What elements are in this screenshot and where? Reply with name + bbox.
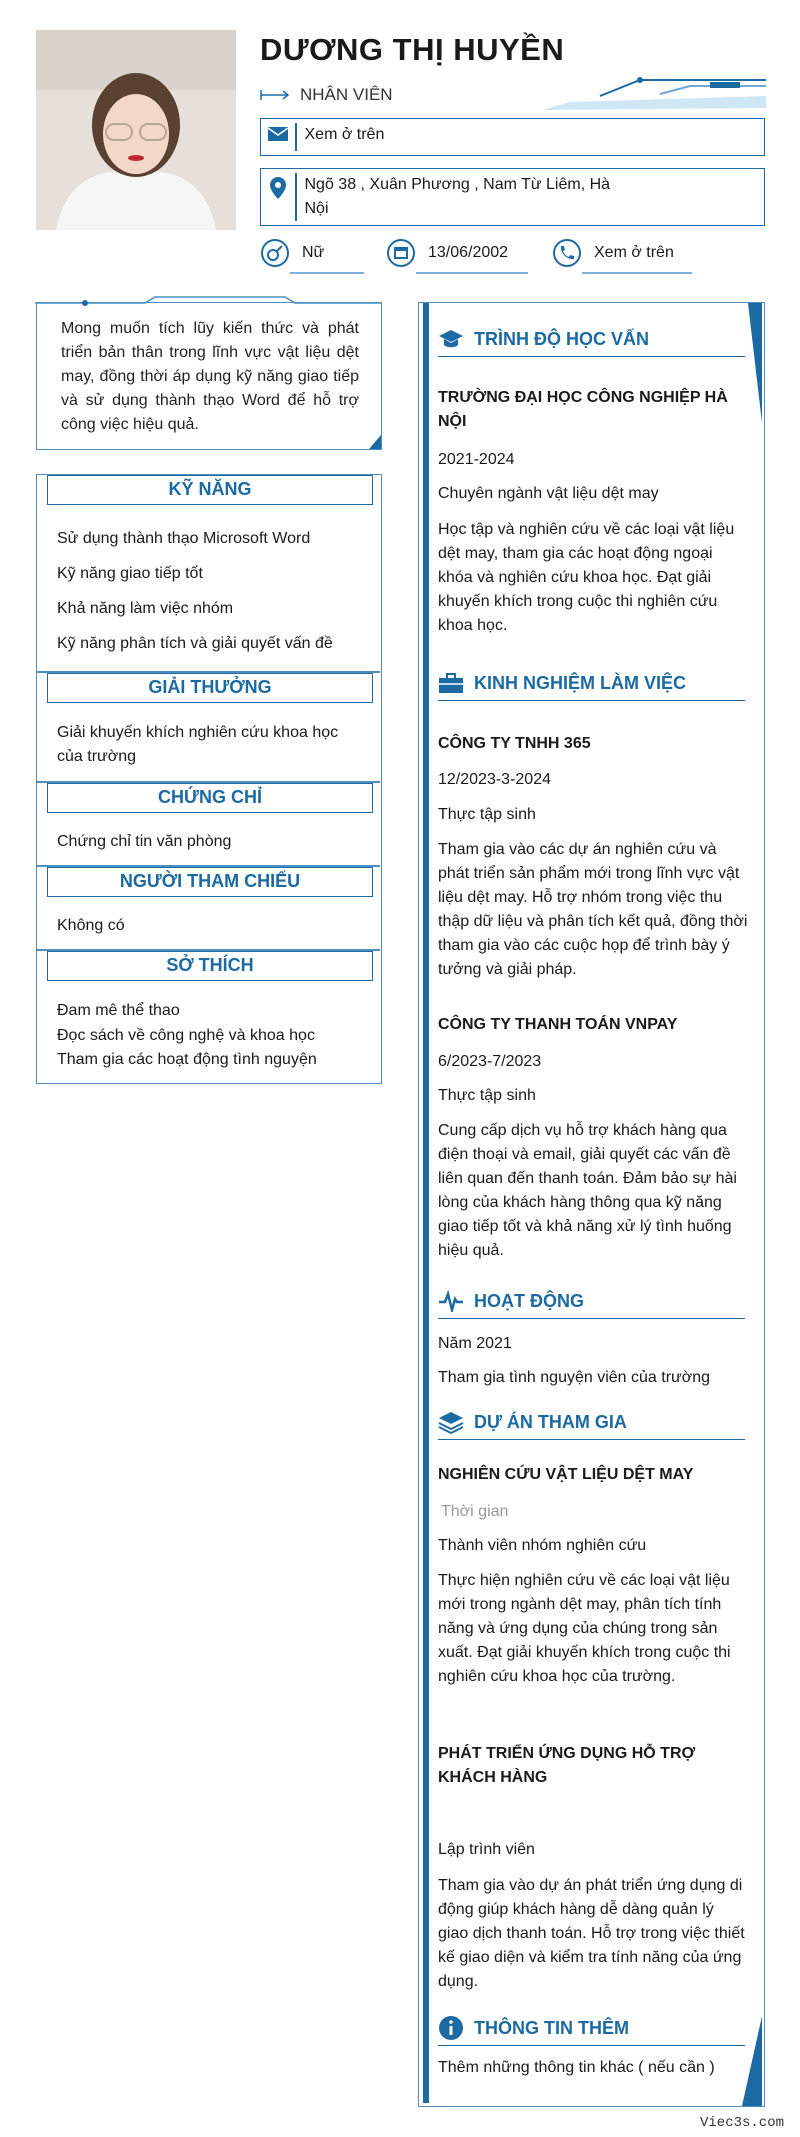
gender-item — [260, 236, 324, 270]
certificate-text: Chứng chỉ tin văn phòng — [57, 833, 232, 850]
job-company: CÔNG TY TNHH 365 — [438, 735, 591, 752]
job-period: 12/2023-3-2024 — [438, 771, 551, 788]
address-box — [260, 168, 765, 226]
certificates-title: CHỨNG CHỈ — [47, 783, 373, 813]
summary-box — [36, 302, 382, 450]
activities-title: HOẠT ĐỘNG — [474, 1290, 584, 1311]
address-value: Ngõ 38 , Xuân Phương , Nam Từ Liêm, Hà Nội — [304, 176, 611, 217]
info-icon — [438, 2015, 464, 2041]
birthday-value: 13/06/2002 — [428, 244, 509, 261]
awards-title: GIẢI THƯỞNG — [47, 673, 373, 703]
references-title: NGƯỜI THAM CHIẾU — [47, 867, 373, 897]
position-row — [260, 84, 393, 106]
activity-text: Tham gia tình nguyện viên của trường — [438, 1369, 711, 1386]
phone-icon — [552, 238, 582, 268]
projects-header — [438, 1405, 745, 1440]
gender-value: Nữ — [302, 244, 325, 261]
frame-decoration — [35, 295, 381, 311]
email-box — [260, 118, 765, 156]
job-period: 6/2023-7/2023 — [438, 1053, 542, 1070]
phone-item — [552, 236, 674, 270]
job-description: Cung cấp dịch vụ hỗ trợ khách hàng qua điện thoại và email, giải quyết các vấn đề liên quan đến thanh toán. Đảm bảo sự hài lòng của khách hàng thông qua kỹ năng giao tiếp tốt và khả năng xử lý tình huống hiệu quả. — [438, 1122, 737, 1259]
profile-photo — [36, 30, 236, 230]
circuit-decoration — [540, 74, 766, 114]
divider — [290, 272, 364, 274]
experience-title: KINH NGHIỆM LÀM VIỆC — [474, 672, 687, 693]
project-description: Thực hiện nghiên cứu về các loại vật liệu mới trong ngành dệt may, phân tích tính năng và ứng dụng của chúng trong sản xuất. Đạt giải khuyến khích trong cuộc thi nghiên cứu khoa học của trường. — [438, 1572, 731, 1685]
school-name: TRƯỜNG ĐẠI HỌC CÔNG NGHIỆP HÀ NỘI — [438, 389, 728, 430]
divider — [416, 272, 528, 274]
location-pin-icon — [261, 169, 295, 200]
project-time: Thời gian — [441, 1503, 509, 1520]
project-description: Tham gia vào dự án phát triển ứng dụng di động giúp khách hàng dễ dàng quản lý giao dịch thanh toán. Hỗ trợ trong việc thiết kế giao diện và kiểm tra tính năng của ứng dụng. — [438, 1877, 745, 1990]
heartbeat-icon — [438, 1290, 464, 1312]
project-role: Lập trình viên — [438, 1841, 535, 1858]
arrow-line-icon — [260, 88, 290, 102]
briefcase-icon — [438, 672, 464, 694]
project-name: PHÁT TRIỂN ỨNG DỤNG HỖ TRỢ KHÁCH HÀNG — [438, 1745, 696, 1786]
education-major: Chuyên ngành vật liệu dệt may — [438, 485, 659, 502]
phone-value: Xem ở trên — [594, 244, 674, 261]
job-description: Tham gia vào các dự án nghiên cứu và phát triển sản phẩm mới trong lĩnh vực vật liệu dệt may. Hỗ trợ nhóm trong việc thu thập dữ liệu và phân tích kết quả, đồng thời tham gia vào các cuộc họp để trình bày ý tưởng và giải pháp. — [438, 841, 748, 978]
education-period: 2021-2024 — [438, 451, 515, 468]
activities-header — [438, 1284, 745, 1319]
hobbies-title: SỞ THÍCH — [47, 951, 373, 981]
experience-header — [438, 666, 745, 701]
project-name: NGHIÊN CỨU VẬT LIỆU DỆT MAY — [438, 1466, 694, 1483]
calendar-icon — [386, 238, 416, 268]
divider — [582, 272, 692, 274]
projects-title: DỰ ÁN THAM GIA — [474, 1411, 627, 1432]
education-description: Học tập và nghiên cứu về các loại vật liệu dệt may, tham gia các hoạt động ngoại khóa và nghiên cứu khoa học. Đạt giải khuyến khích trong cuộc thi nghiên cứu khoa học. — [438, 521, 735, 634]
extra-title: THÔNG TIN THÊM — [474, 2017, 629, 2038]
layers-icon — [438, 1410, 464, 1434]
job-company: CÔNG TY THANH TOÁN VNPAY — [438, 1016, 678, 1033]
job-role: Thực tập sinh — [438, 1087, 536, 1104]
extra-header — [438, 2011, 745, 2046]
email-value: Xem ở trên — [304, 126, 385, 143]
skill-item: Kỹ năng phân tích và giải quyết vấn đề — [57, 635, 333, 652]
envelope-icon — [261, 119, 295, 142]
skill-item: Kỹ năng giao tiếp tốt — [57, 565, 203, 582]
job-role: Thực tập sinh — [438, 806, 536, 823]
references-text: Không có — [57, 917, 125, 934]
position-title: NHÂN VIÊN — [300, 85, 393, 104]
candidate-name: DƯƠNG THỊ HUYỀN — [260, 32, 565, 67]
hobby-item: Đọc sách về công nghệ và khoa học — [57, 1027, 315, 1044]
extra-text: Thêm những thông tin khác ( nếu cần ) — [438, 2059, 715, 2076]
skill-item: Khả năng làm việc nhóm — [57, 600, 234, 617]
summary-text: Mong muốn tích lũy kiến thức và phát triển bản thân trong lĩnh vực vật liệu dệt may, đồng thời áp dụng kỹ năng giao tiếp và sử dụng thành thạo Word để hỗ trợ công việc hiệu quả. — [61, 320, 359, 433]
education-header — [438, 322, 745, 357]
watermark: Viec3s.com — [699, 2115, 784, 2131]
gender-icon — [260, 238, 290, 268]
birthday-item — [386, 236, 508, 270]
hobby-item: Đam mê thể thao — [57, 1002, 180, 1019]
graduation-cap-icon — [438, 328, 464, 350]
project-role: Thành viên nhóm nghiên cứu — [438, 1537, 647, 1554]
education-title: TRÌNH ĐỘ HỌC VẤN — [474, 328, 649, 349]
frame-accent — [423, 303, 431, 2103]
left-sections — [36, 474, 382, 1084]
award-text: Giải khuyến khích nghiên cứu khoa học của trường — [57, 724, 339, 765]
activity-year: Năm 2021 — [438, 1335, 512, 1352]
skills-title: KỸ NĂNG — [47, 475, 373, 505]
hobby-item: Tham gia các hoạt động tình nguyện — [57, 1051, 317, 1068]
skill-item: Sử dụng thành thạo Microsoft Word — [57, 530, 311, 547]
